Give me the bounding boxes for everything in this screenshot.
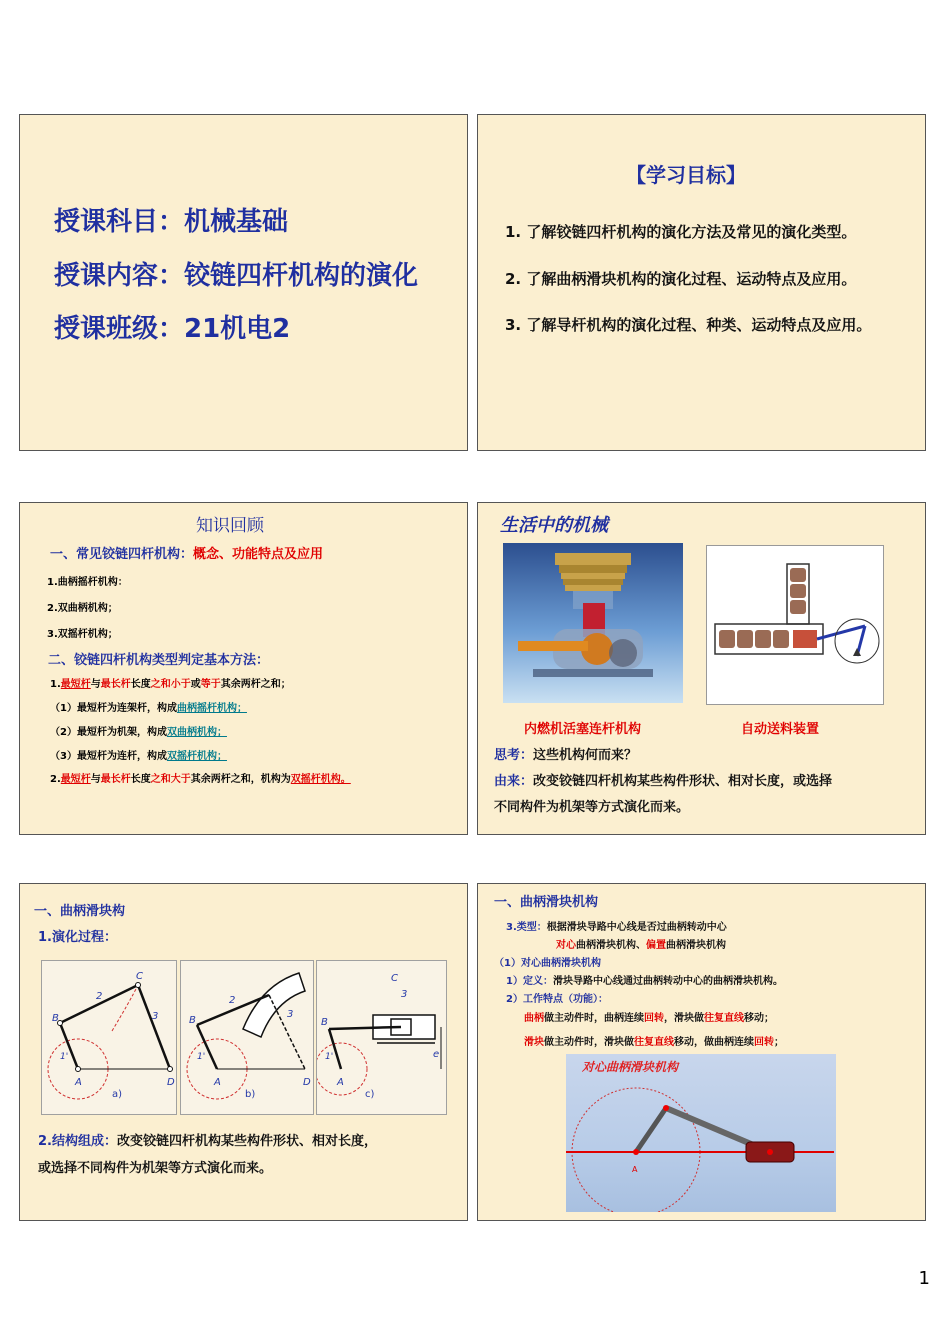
fig-b-label-D: D bbox=[303, 1077, 311, 1088]
fig-a-label-A: A bbox=[75, 1077, 82, 1088]
fig-b-label-B: B bbox=[189, 1015, 196, 1026]
engine-image bbox=[503, 543, 683, 703]
evolution-process: 1.演化过程： bbox=[38, 930, 117, 945]
engine-caption: 内燃机活塞连杆机构 bbox=[524, 722, 642, 737]
goals-title: 【学习目标】 bbox=[626, 163, 746, 187]
rule-1-3: （3）最短杆为连杆，构成双摇杆机构； bbox=[50, 751, 227, 762]
review-h2: 二、铰链四杆机构类型判定基本方法： bbox=[48, 653, 270, 668]
review-item-3: 3.双摇杆机构； bbox=[47, 629, 118, 640]
fig-c-label-A: A bbox=[337, 1077, 344, 1088]
fig-c-label-B: B bbox=[321, 1017, 328, 1028]
slide-3 bbox=[19, 502, 468, 835]
features-heading: 2）工作特点（功能）： bbox=[506, 994, 608, 1005]
feeder-caption: 自动送料装置 bbox=[741, 722, 820, 737]
fig-c-label-C: C bbox=[391, 973, 398, 984]
fig-a-label-B: B bbox=[52, 1013, 59, 1024]
goal-3: 3. 了解导杆机构的演化过程、种类、运动特点及应用。 bbox=[505, 316, 872, 334]
page-number: 1 bbox=[918, 1268, 930, 1289]
crank-slider-title-2: 一、曲柄滑块机构 bbox=[494, 895, 599, 910]
slide-2 bbox=[477, 114, 926, 451]
rule-1-2: （2）最短杆为机架，构成双曲柄机构； bbox=[50, 727, 227, 738]
course-subject: 授课科目：机械基础 bbox=[54, 207, 289, 237]
animation-title: 对心曲柄滑块机构 bbox=[582, 1060, 679, 1074]
goal-1: 1. 了解铰链四杆机构的演化方法及常见的演化类型。 bbox=[505, 223, 857, 241]
animation-label-A: A bbox=[632, 1165, 638, 1174]
rule-2: 2.最短杆与最长杆长度之和大于其余两杆之和，机构为双摇杆机构。 bbox=[50, 774, 351, 785]
structure-line-2: 或选择不同构件为机架等方式演化而来。 bbox=[38, 1161, 273, 1176]
review-item-1: 1.曲柄摇杆机构： bbox=[47, 577, 128, 588]
fig-b-label-3: 3 bbox=[287, 1009, 294, 1020]
fig-b-label-1: 1' bbox=[197, 1052, 206, 1062]
fig-a-caption: a) bbox=[112, 1089, 123, 1100]
fig-c-caption: c) bbox=[365, 1089, 375, 1100]
slide-1 bbox=[19, 114, 468, 451]
fig-a-label-1: 1' bbox=[60, 1052, 69, 1062]
rule-1-1: （1）最短杆为连架杆，构成曲柄摇杆机构； bbox=[50, 703, 247, 714]
slide-5 bbox=[19, 883, 468, 1221]
life-mech-title: 生活中的机械 bbox=[500, 515, 608, 536]
course-class: 授课班级：21机电2 bbox=[54, 314, 291, 344]
slide-6 bbox=[477, 883, 926, 1221]
fig-a-label-3: 3 bbox=[152, 1011, 159, 1022]
fig-a-label-2: 2 bbox=[96, 991, 103, 1002]
rule-1: 1.最短杆与最长杆长度之和小于或等于其余两杆之和； bbox=[50, 679, 291, 690]
origin-line-1: 由来：改变铰链四杆机构某些构件形状、相对长度，或选择 bbox=[494, 774, 833, 789]
evolution-figure-b bbox=[180, 960, 314, 1115]
goal-2: 2. 了解曲柄滑块机构的演化过程、运动特点及应用。 bbox=[505, 270, 857, 288]
think-question: 思考：这些机构何而来？ bbox=[494, 748, 638, 763]
origin-line-2: 不同构件为机架等方式演化而来。 bbox=[494, 800, 690, 815]
fig-b-label-2: 2 bbox=[229, 995, 236, 1006]
definition-line: 1）定义：滑块导路中心线通过曲柄转动中心的曲柄滑块机构。 bbox=[506, 976, 783, 987]
review-h1: 一、常见铰链四杆机构：概念、功能特点及应用 bbox=[50, 547, 324, 562]
fig-b-label-A: A bbox=[214, 1077, 221, 1088]
feature-slider-driver: 滑块做主动件时，滑块做往复直线移动，做曲柄连续回转； bbox=[524, 1037, 784, 1048]
feature-crank-driver: 曲柄做主动件时，曲柄连续回转，滑块做往复直线移动； bbox=[524, 1013, 774, 1024]
fig-c-label-1: 1' bbox=[325, 1052, 334, 1062]
feeder-image bbox=[706, 545, 884, 705]
fig-a-label-D: D bbox=[167, 1077, 175, 1088]
course-content: 授课内容：铰链四杆机构的演化 bbox=[54, 261, 419, 291]
fig-b-caption: b) bbox=[245, 1089, 256, 1100]
slide-4 bbox=[477, 502, 926, 835]
evolution-figure-a bbox=[41, 960, 177, 1115]
centric-heading: （1）对心曲柄滑块机构 bbox=[494, 958, 601, 969]
review-title: 知识回顾 bbox=[196, 516, 264, 536]
review-item-2: 2.双曲柄机构； bbox=[47, 603, 118, 614]
evolution-figure-c bbox=[316, 960, 447, 1115]
type-line: 3.类型：根据滑块导路中心线是否过曲柄转动中心 bbox=[506, 922, 727, 933]
centric-crank-slider-animation bbox=[566, 1054, 836, 1212]
structure-line-1: 2.结构组成：改变铰链四杆机构某些构件形状、相对长度， bbox=[38, 1134, 377, 1149]
type-options: 对心曲柄滑块机构、偏置曲柄滑块机构 bbox=[556, 940, 726, 951]
fig-a-label-C: C bbox=[136, 971, 143, 982]
fig-c-label-e: e bbox=[433, 1049, 440, 1060]
fig-c-label-3: 3 bbox=[401, 989, 408, 1000]
crank-slider-title: 一、曲柄滑块构 bbox=[34, 904, 126, 919]
